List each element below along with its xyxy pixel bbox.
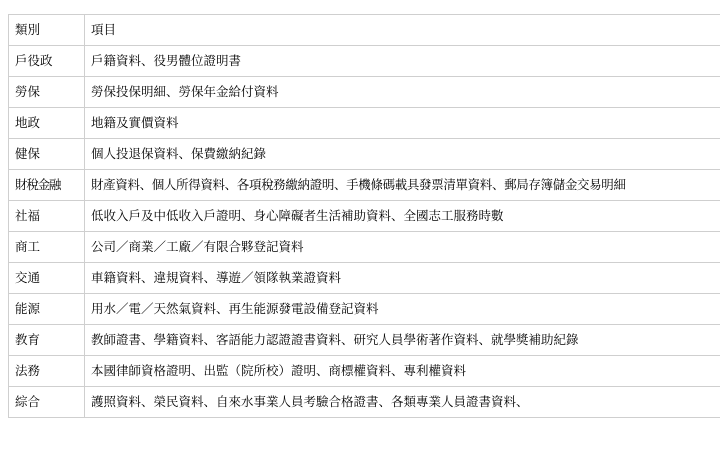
table-row: [9, 108, 720, 139]
cell-items: 勞保投保明細、勞保年金給付資料: [85, 77, 720, 108]
cell-category: 商工: [9, 232, 85, 263]
table-body: [9, 15, 720, 418]
cell-items: 低收入戶及中低收入戶證明、身心障礙者生活補助資料、全國志工服務時數: [85, 201, 720, 232]
table-header-row: [9, 15, 720, 46]
table-row: [9, 232, 720, 263]
cell-category: 戶役政: [9, 46, 85, 77]
cell-category: 勞保: [9, 77, 85, 108]
cell-items: 戶籍資料、役男體位證明書: [85, 46, 720, 77]
cell-items: 車籍資料、違規資料、導遊／領隊執業證資料: [85, 263, 720, 294]
cell-category: 社福: [9, 201, 85, 232]
cell-category: 教育: [9, 325, 85, 356]
cell-items: 護照資料、榮民資料、自來水事業人員考驗合格證書、各類專業人員證書資料、: [85, 387, 720, 418]
cell-items: 用水／電／天然氣資料、再生能源發電設備登記資料: [85, 294, 720, 325]
table-row: [9, 170, 720, 201]
cell-category: 能源: [9, 294, 85, 325]
table-row: [9, 263, 720, 294]
column-header-items: 項目: [85, 15, 720, 46]
table-row: [9, 77, 720, 108]
cell-items: 公司／商業／工廠／有限合夥登記資料: [85, 232, 720, 263]
table-row: [9, 201, 720, 232]
table-row: [9, 356, 720, 387]
cell-category: 綜合: [9, 387, 85, 418]
cell-items: 個人投退保資料、保費繳納紀錄: [85, 139, 720, 170]
cell-category: 財稅金融: [9, 170, 85, 201]
cell-category: 法務: [9, 356, 85, 387]
table-row: [9, 139, 720, 170]
column-header-category: 類別: [9, 15, 85, 46]
table-row: [9, 294, 720, 325]
table-row: [9, 387, 720, 418]
cell-items: 本國律師資格證明、出監（院所校）證明、商標權資料、專利權資料: [85, 356, 720, 387]
table-row: [9, 325, 720, 356]
cell-items: 財產資料、個人所得資料、各項稅務繳納證明、手機條碼載具發票清單資料、郵局存簿儲金交易明細: [85, 170, 720, 201]
cell-items: 教師證書、學籍資料、客語能力認證證書資料、研究人員學術著作資料、就學獎補助紀錄: [85, 325, 720, 356]
table-row: [9, 46, 720, 77]
category-item-table: [8, 14, 720, 418]
cell-category: 地政: [9, 108, 85, 139]
cell-category: 交通: [9, 263, 85, 294]
cell-category: 健保: [9, 139, 85, 170]
cell-items: 地籍及實價資料: [85, 108, 720, 139]
